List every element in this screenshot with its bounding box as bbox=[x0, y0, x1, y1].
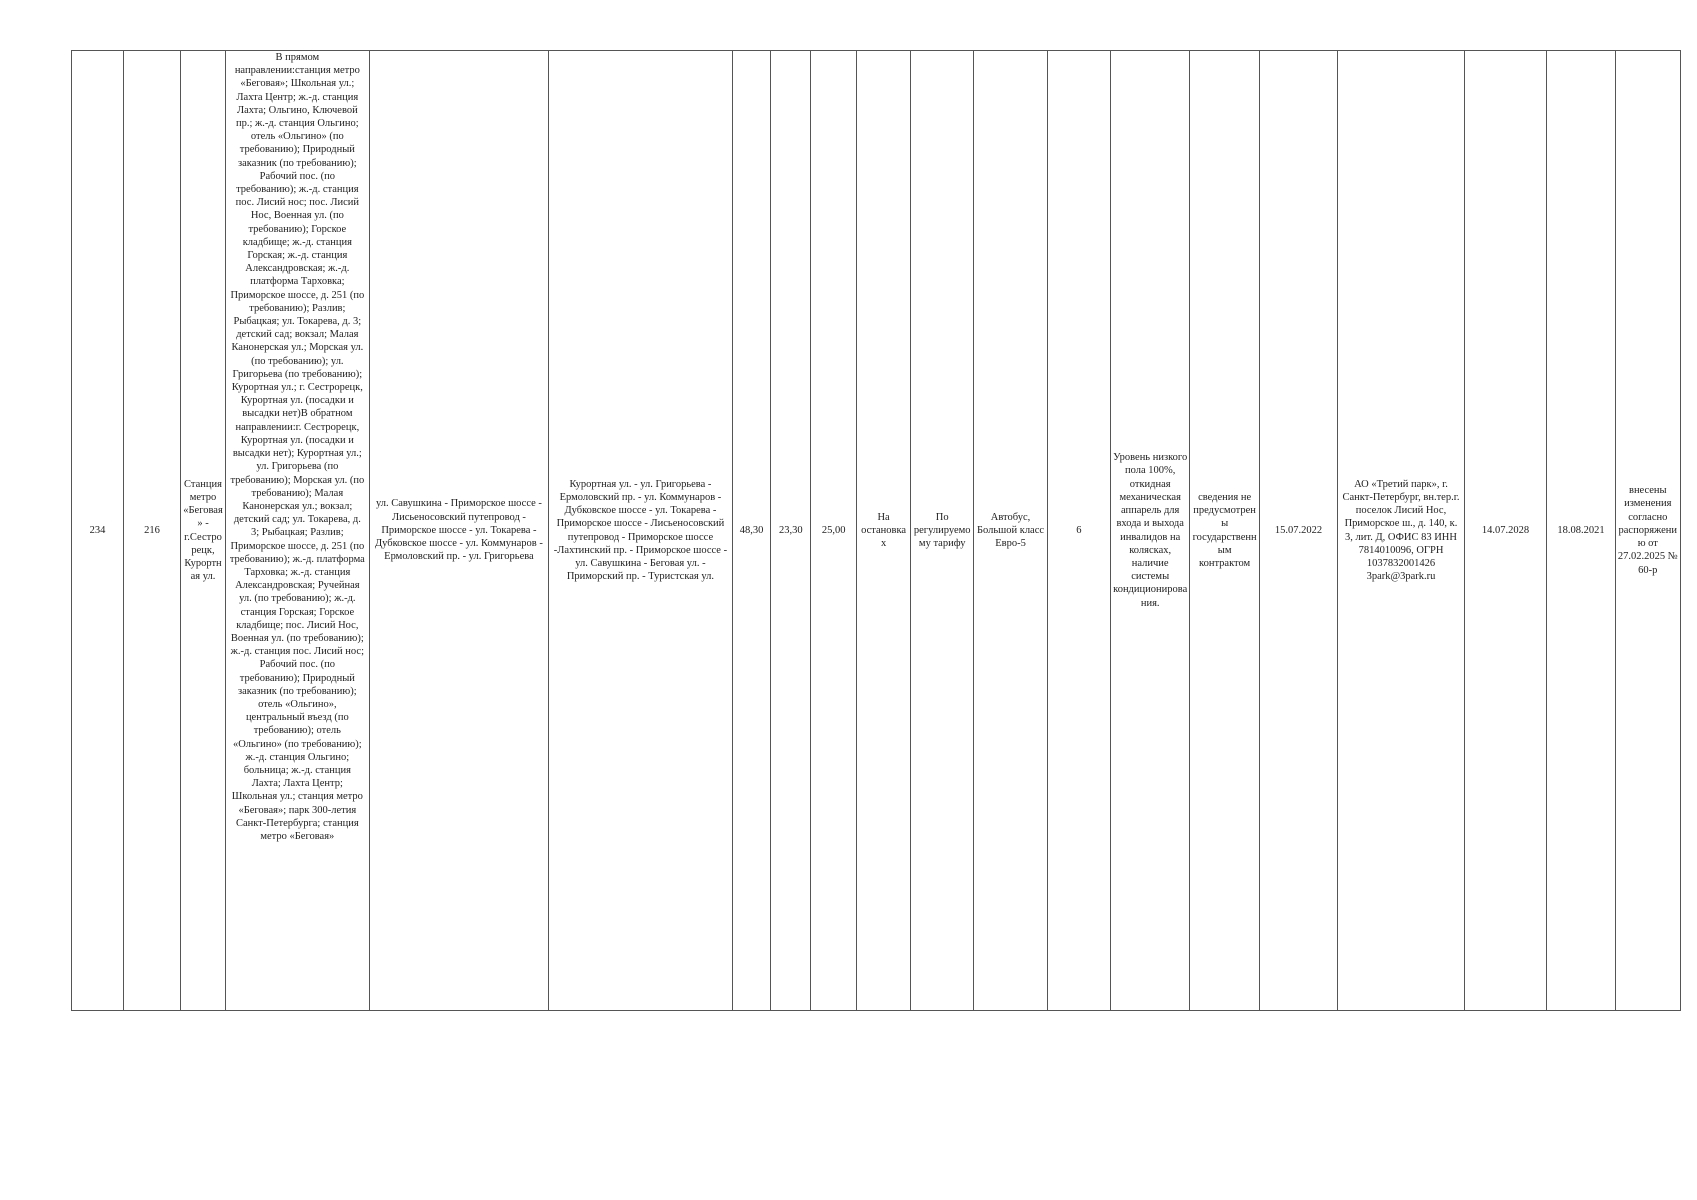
notes-cell: внесены изменения согласно распоряжению от 27.02.2025 № 60-р bbox=[1615, 51, 1680, 1011]
stop-mode-cell: На остановках bbox=[857, 51, 911, 1011]
route-name-cell: Станция метро «Беговая» - г.Сестрорецк, Курортная ул. bbox=[181, 51, 226, 1011]
tariff-cell: По регулируемому тарифу bbox=[911, 51, 974, 1011]
table-row bbox=[72, 51, 1681, 1011]
vehicle-characteristics-cell: Уровень низкого пола 100%, откидная механическая аппарель для входа и выхода инвалидов на колясках, наличие системы кондиционирования. bbox=[1110, 51, 1190, 1011]
start-date-cell: 15.07.2022 bbox=[1259, 51, 1338, 1011]
length-backward-cell: 23,30 bbox=[771, 51, 811, 1011]
contract-info-cell: сведения не предусмотрены государственным контрактом bbox=[1190, 51, 1259, 1011]
vehicle-count-cell: 6 bbox=[1047, 51, 1110, 1011]
stops-cell: В прямом направлении:станция метро «Беговая»; Школьная ул.; Лахта Центр; ж.-д. станция Лахта; Ольгино, Ключевой пр.; ж.-д. станция Ольгино; отель «Ольгино» (по требованию); Природный заказник (по требованию); Рабочий пос. (по требованию); ж.-д. станция пос. Лисий нос; пос. Лисий Нос, Военная ул. (по требованию); Горское кладбище; ж.-д. станция Горская; ж.-д. станция Александровская; ж.-д. платформа Тарховка; Приморское шоссе, д. 251 (по требованию); Разлив; Рыбацкая; ул. Токарева, д. 3; детский сад; вокзал; Малая Канонерская ул.; Морская ул. (по требованию); ул. Григорьева (по требованию); Курортная ул.; г. Сестрорецк, Курортная ул. (посадки и высадки нет)В обратном направлении:г. Сестрорецк, Курортная ул. (посадки и высадки нет); Курортная ул.; ул. Григорьева (по требованию); Морская ул. (по требованию); Малая Канонерская ул.; вокзал; детский сад; ул. Токарева, д. 3; Рыбацкая; Разлив; Приморское шоссе, д. 251 (по требованию); ж.-д. платформа Тарховка; ж.-д. станция Александровская; Ручейная ул. (по требованию); ж.-д. станция Горская; Горское кладбище; пос. Лисий Нос, Военная ул. (по требованию); ж.-д. станция пос. Лисий нос; Рабочий пос. (по требованию); Природный заказник (по требованию); отель «Ольгино», центральный въезд (по требованию); отель «Ольгино» (по требованию); ж.-д. станция Ольгино; больница; ж.-д. станция Лахта; Лахта Центр; Школьная ул.; станция метро «Беговая»; парк 300-летия Санкт-Петербурга; станция метро «Беговая» bbox=[225, 51, 369, 1011]
streets-backward-cell: Курортная ул. - ул. Григорьева - Ермоловский пр. - ул. Коммунаров - Дубковское шоссе - ул. Токарева - Приморское шоссе - Лисьеносовский путепровод - Приморское шоссе -Лахтинский пр. - Приморское шоссе - ул. Савушкина - Беговая ул. - Приморский пр. - Туристская ул. bbox=[549, 51, 733, 1011]
vehicle-cell: Автобус, Большой класс Евро-5 bbox=[974, 51, 1047, 1011]
end-date-cell: 14.07.2028 bbox=[1464, 51, 1547, 1011]
change-date-cell: 18.08.2021 bbox=[1547, 51, 1615, 1011]
route-registry-table bbox=[71, 50, 1681, 1011]
route-number-cell: 216 bbox=[124, 51, 181, 1011]
streets-forward-cell: ул. Савушкина - Приморское шоссе - Лисьеносовский путепровод - Приморское шоссе - ул. Токарева - Дубковское шоссе - ул. Коммунаров - Ермоловский пр. - ул. Григорьева bbox=[369, 51, 548, 1011]
length-forward-cell: 48,30 bbox=[732, 51, 771, 1011]
carrier-cell: АО «Третий парк», г. Санкт-Петербург, вн.тер.г. поселок Лисий Нос, Приморское ш., д. 140, к. 3, лит. Д, ОФИС 83 ИНН 7814010096, ОГРН 1037832001426 3park@3park.ru bbox=[1338, 51, 1464, 1011]
total-cell: 25,00 bbox=[811, 51, 857, 1011]
registration-number-cell: 234 bbox=[72, 51, 124, 1011]
